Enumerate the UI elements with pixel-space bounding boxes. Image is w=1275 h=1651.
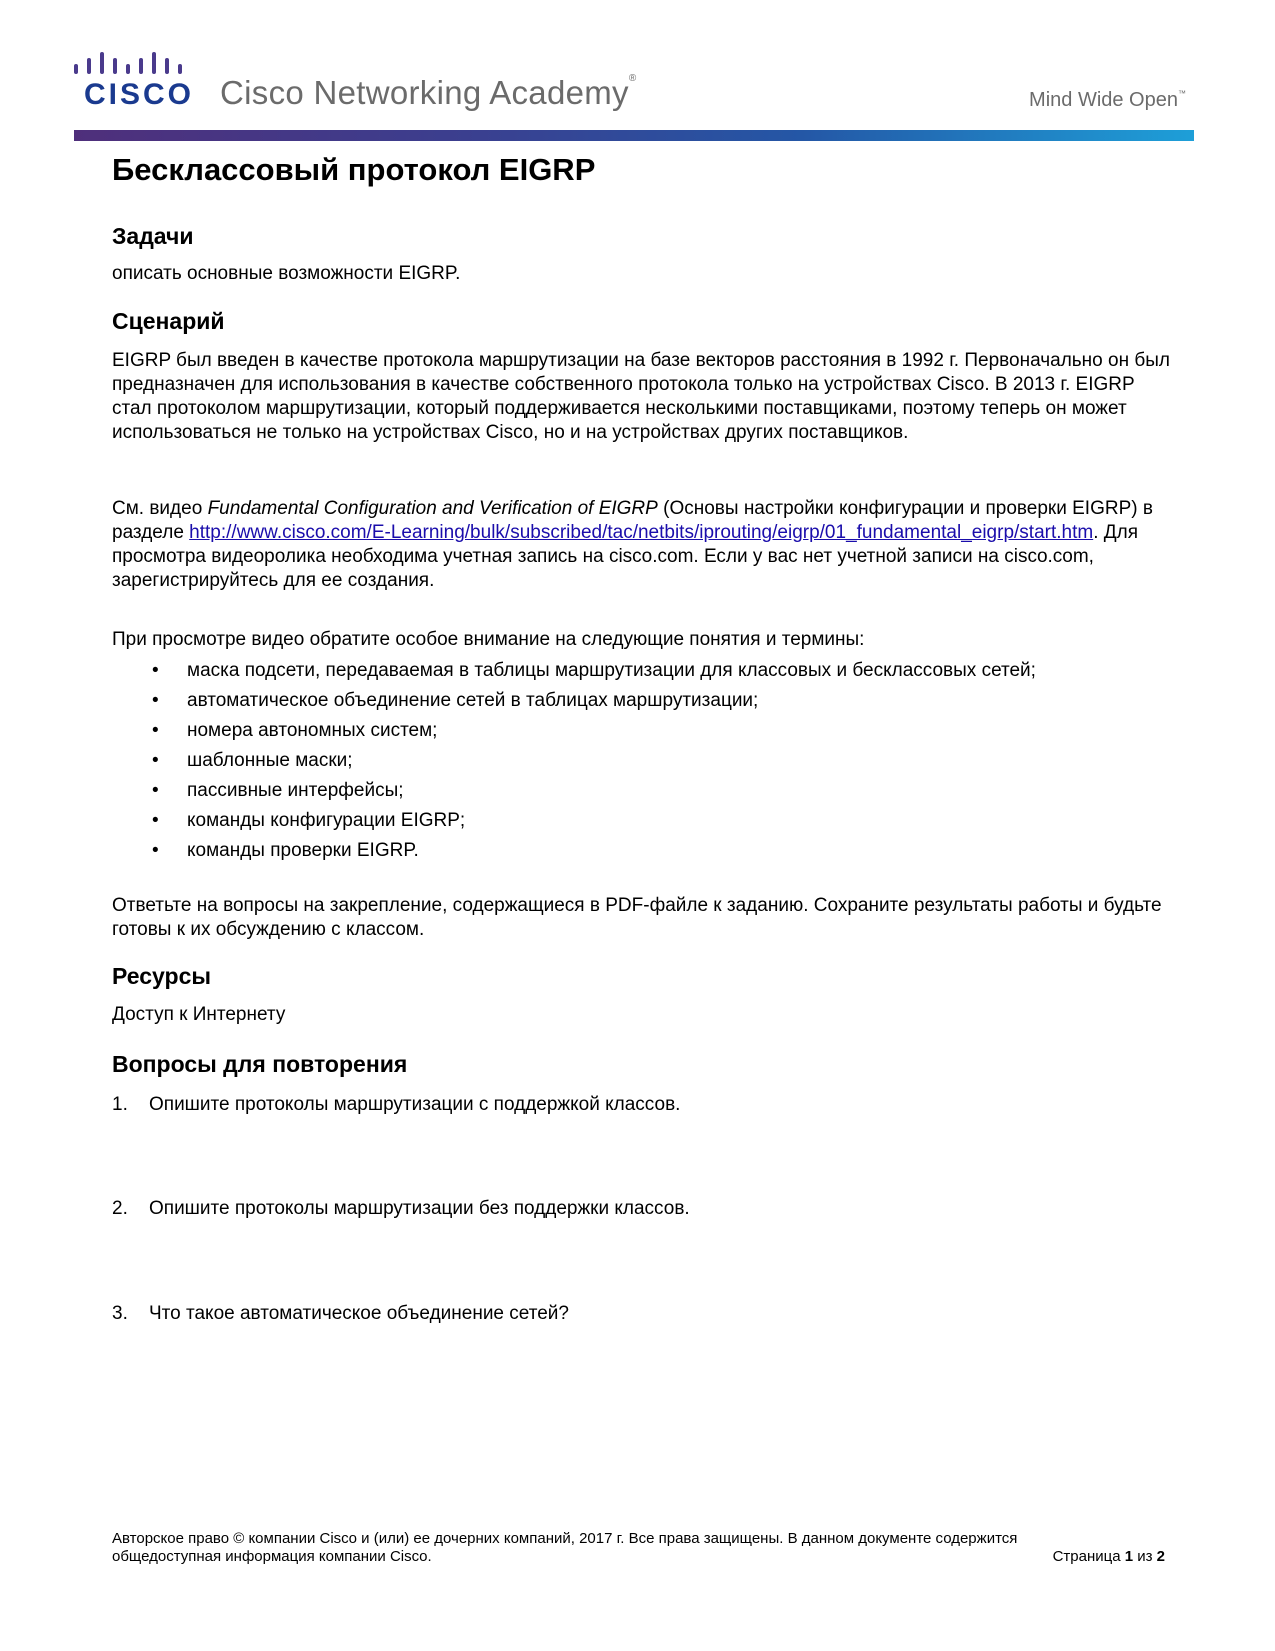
question-number: 1.	[112, 1094, 128, 1115]
list-item: автоматическое объединение сетей в таблицах маршрутизации;	[187, 690, 759, 711]
scenario-paragraph-2: См. видео Fundamental Configuration and Verification of EIGRP (Основы настройки конфигурации и проверки EIGRP) в разделе http://www.cisco.com/E-Learning/bulk/subscribed/tac/netbits/iprouting/eigrp/01_fundamental_eigrp/start.htm. Для просмотра видеоролика необходима учетная запись на cisco.com. Если у вас нет учетной записи на cisco.com, зарегистрируйтесь для ее создания.	[112, 498, 1153, 591]
scenario-paragraph-3: При просмотре видео обратите особое внимание на следующие понятия и термины:	[112, 629, 865, 650]
list-item: маска подсети, передаваемая в таблицы маршрутизации для классовых и бесклассовых сетей;	[187, 660, 1036, 681]
list-item: шаблонные маски;	[187, 750, 353, 771]
page-header	[74, 44, 1194, 144]
trademark-mark: ™	[1178, 89, 1186, 98]
academy-name: Cisco Networking Academy®	[220, 73, 637, 111]
bullet-icon: •	[152, 810, 159, 831]
video-title: Fundamental Configuration and Verification of EIGRP	[207, 498, 658, 519]
tagline: Mind Wide Open™	[1029, 89, 1186, 111]
page-title: Бесклассовый протокол EIGRP	[112, 152, 596, 187]
footer-copyright: Авторское право © компании Cisco и (или) ее дочерних компаний, 2017 г. Все права защищены. В данном документе содержится общедоступная информация компании Cisco.	[112, 1530, 1018, 1565]
question-text: Что такое автоматическое объединение сетей?	[149, 1303, 569, 1324]
question-number: 2.	[112, 1198, 128, 1219]
list-item: номера автономных систем;	[187, 720, 438, 741]
bullet-icon: •	[152, 660, 159, 681]
bullet-icon: •	[152, 840, 159, 861]
bullet-icon: •	[152, 690, 159, 711]
review-heading: Вопросы для повторения	[112, 1051, 408, 1077]
bullet-icon: •	[152, 780, 159, 801]
scenario-paragraph-4: Ответьте на вопросы на закрепление, содержащиеся в PDF-файле к заданию. Сохраните результаты работы и будьте готовы к их обсуждению с классом.	[112, 895, 1162, 940]
cisco-logo-wordmark: CISCO	[84, 78, 195, 111]
brand-gradient-bar	[74, 130, 1194, 141]
registered-mark: ®	[628, 73, 637, 84]
resources-heading: Ресурсы	[112, 963, 212, 989]
objectives-text: описать основные возможности EIGRP.	[112, 263, 461, 284]
list-item: пассивные интерфейсы;	[187, 780, 404, 801]
page-number: Страница 1 из 2	[1052, 1548, 1165, 1565]
scenario-paragraph-1: EIGRP был введен в качестве протокола маршрутизации на базе векторов расстояния в 1992 г. Первоначально он был предназначен для использования в качестве собственного протокола только на устройствах Cisco. В 2013 г. EIGRP стал протоколом маршрутизации, который поддерживается несколькими поставщиками, поэтому теперь он может использоваться не только на устройствах Cisco, но и на устройствах других поставщиков.	[112, 350, 1170, 443]
bullet-icon: •	[152, 750, 159, 771]
list-item: команды конфигурации EIGRP;	[187, 810, 466, 831]
video-link[interactable]: http://www.cisco.com/E-Learning/bulk/subscribed/tac/netbits/iprouting/eigrp/01_fundamental_eigrp/start.htm	[189, 522, 1094, 543]
scenario-heading: Сценарий	[112, 308, 225, 334]
list-item: команды проверки EIGRP.	[187, 840, 419, 861]
question-number: 3.	[112, 1303, 128, 1324]
question-text: Опишите протоколы маршрутизации без поддержки классов.	[149, 1198, 690, 1219]
objectives-heading: Задачи	[112, 223, 194, 249]
cisco-logo-bars-icon	[74, 48, 192, 80]
resources-text: Доступ к Интернету	[112, 1004, 286, 1025]
question-text: Опишите протоколы маршрутизации с поддержкой классов.	[149, 1094, 681, 1115]
bullet-icon: •	[152, 720, 159, 741]
